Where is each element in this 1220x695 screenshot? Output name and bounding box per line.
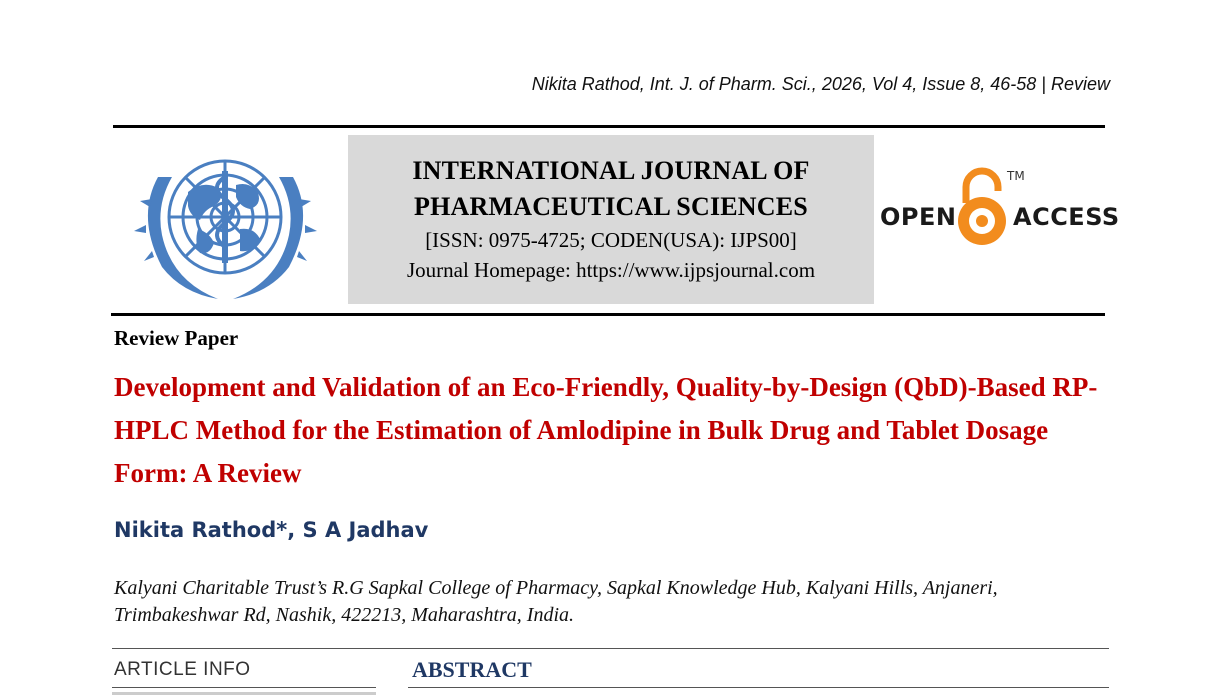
paper-type: Review Paper [114,326,239,350]
journal-masthead [348,135,874,304]
author-list: Nikita Rathod*, S A Jadhav [114,518,429,542]
abstract-rule [408,687,1109,688]
trademark-mark: TM [1007,169,1025,183]
journal-homepage[interactable]: Journal Homepage: https://www.ijpsjournal.com [406,258,816,282]
author-affiliation: Kalyani Charitable Trust’s R.G Sapkal College of Pharmacy, Sapkal Knowledge Hub, Kalyani Hills, Anjaneri, Trimbakeshwar Rd, Nashik, 422213, Maharashtra, India. [114,577,998,626]
journal-name-line1: INTERNATIONAL JOURNAL OF [412,156,810,185]
paper-title: Development and Validation of an Eco-Friendly, Quality-by-Design (QbD)-Based RP-HPLC Method for the Estimation of Amlodipine in Bulk Drug and Tablet Dosage Form: A Review [114,372,1098,488]
article-info-heading: ARTICLE INFO [114,659,251,680]
running-head: Nikita Rathod, Int. J. of Pharm. Sci., 2026, Vol 4, Issue 8, 46-58 | Review [531,74,1110,94]
masthead-bottom-rule [111,313,1105,316]
section-divider [112,648,1109,649]
open-access-badge [880,165,1120,255]
open-access-left-word: OPEN [880,203,957,231]
open-access-right-word: ACCESS [1013,203,1120,231]
article-info-rule [112,687,376,688]
globe-caduceus-emblem-icon [128,137,323,305]
journal-name-line2: PHARMACEUTICAL SCIENCES [414,192,808,221]
masthead-top-rule [113,125,1105,128]
issn-line: [ISSN: 0975-4725; CODEN(USA): IJPS00] [425,228,797,252]
open-lock-icon [952,165,1014,251]
abstract-heading: ABSTRACT [412,657,532,682]
